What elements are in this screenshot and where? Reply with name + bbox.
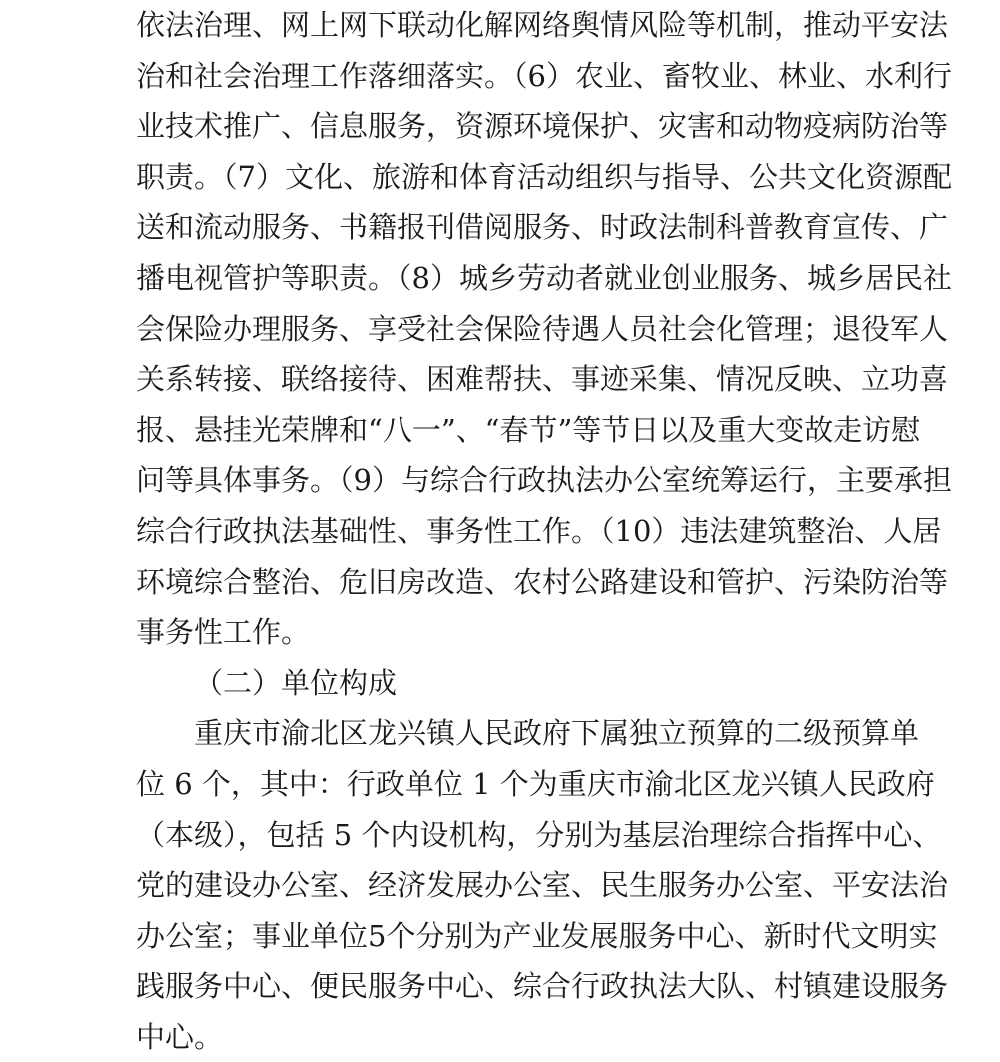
paragraph-1-line-11: 综合行政执法基础性、事务性工作。（10）违法建筑整治、人居 — [136, 513, 942, 548]
paragraph-2-line-6: 践服务中心、便民服务中心、综合行政执法大队、村镇建设服务 — [136, 969, 949, 1004]
paragraph-1-line-13: 事务性工作。 — [136, 615, 311, 650]
paragraph-2-line-2: 位 6 个，其中：行政单位 1 个为重庆市渝北区龙兴镇人民政府 — [136, 766, 935, 801]
paragraph-1-line-10: 问等具体事务。（9）与综合行政执法办公室统筹运行，主要承担 — [136, 463, 952, 498]
paragraph-2-line-3: （本级），包括 5 个内设机构，分别为基层治理综合指挥中心、 — [136, 817, 942, 852]
paragraph-1-line-1: 依法治理、网上网下联动化解网络舆情风险等机制，推动平安法 — [136, 8, 949, 42]
paragraph-1-line-3: 业技术推广、信息服务，资源环境保护、灾害和动物疫病防治等 — [136, 109, 949, 144]
document-body — [136, 0, 952, 1062]
paragraph-1-line-6: 播电视管护等职责。（8）城乡劳动者就业创业服务、城乡居民社 — [136, 260, 952, 295]
paragraph-2-line-5: 办公室；事业单位5个分别为产业发展服务中心、新时代文明实 — [136, 918, 938, 953]
paragraph-1-line-4: 职责。（7）文化、旅游和体育活动组织与指导、公共文化资源配 — [136, 159, 952, 194]
section-heading: （二）单位构成 — [194, 665, 398, 700]
paragraph-1-line-8: 关系转接、联络接待、困难帮扶、事迹采集、情况反映、立功喜 — [136, 362, 949, 397]
paragraph-2-line-1: 重庆市渝北区龙兴镇人民政府下属独立预算的二级预算单 — [194, 716, 920, 751]
paragraph-2-line-7: 中心。 — [136, 1019, 224, 1054]
paragraph-1-line-2: 治和社会治理工作落细落实。（6）农业、畜牧业、林业、水利行 — [136, 58, 952, 93]
paragraph-1-line-7: 会保险办理服务、享受社会保险待遇人员社会化管理；退役军人 — [136, 311, 949, 346]
paragraph-1-line-12: 环境综合整治、危旧房改造、农村公路建设和管护、污染防治等 — [136, 564, 949, 599]
paragraph-1-line-5: 送和流动服务、书籍报刊借阅服务、时政法制科普教育宣传、广 — [136, 210, 949, 245]
paragraph-2-line-4: 党的建设办公室、经济发展办公室、民生服务办公室、平安法治 — [136, 868, 949, 903]
paragraph-1-line-9: 报、悬挂光荣牌和“八一”、“春节”等节日以及重大变故走访慰 — [136, 412, 921, 447]
